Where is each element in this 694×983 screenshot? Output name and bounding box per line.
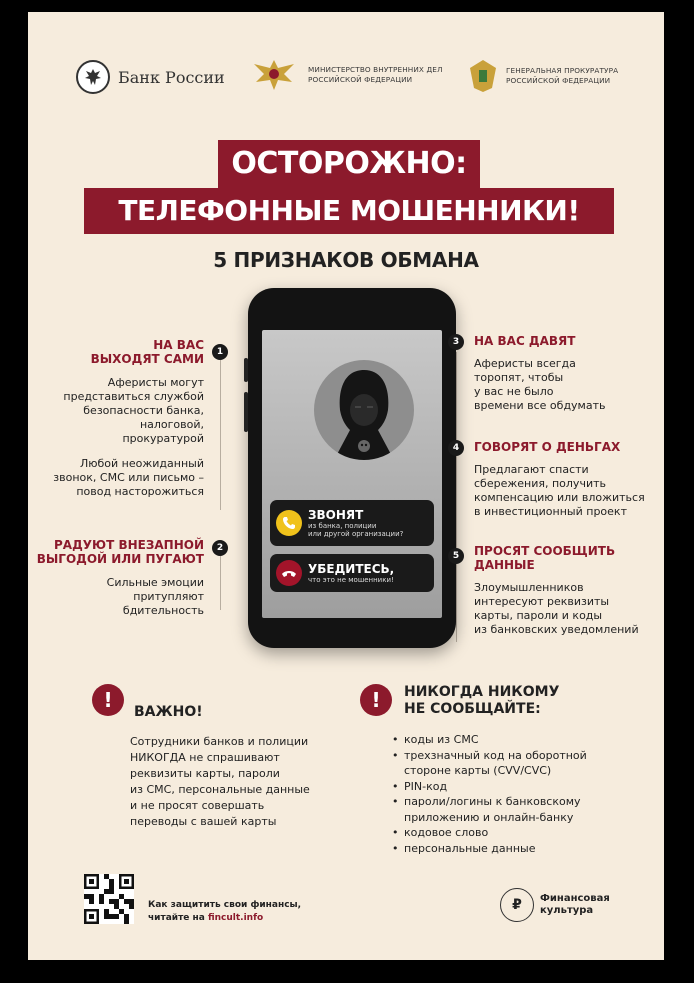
sign-2-text-line2: притупляют xyxy=(133,590,204,603)
list-item: • кодовое слово xyxy=(392,825,622,841)
sign-3-text-line2: торопят, чтобы xyxy=(474,371,564,384)
smartphone-illustration xyxy=(248,288,456,648)
important-text xyxy=(130,734,330,830)
left-connector-line-2 xyxy=(220,556,221,610)
sign-2 xyxy=(34,538,204,618)
phone-handset-icon xyxy=(282,516,296,530)
sign-4-text-line3: компенсацию или вложиться xyxy=(474,491,645,504)
financial-culture-name-line1: Финансовая xyxy=(540,893,610,904)
sign-5-head-line2: ДАННЫЕ xyxy=(474,558,535,572)
incoming-call-card xyxy=(270,500,434,546)
sign-1-text-line5: прокуратурой xyxy=(122,432,204,445)
never-head-line1: НИКОГДА НИКОМУ xyxy=(404,684,560,700)
important-head: ВАЖНО! xyxy=(134,704,203,720)
incoming-call-sub-line2: или другой организации? xyxy=(308,530,404,538)
prosecutor-name-line2: РОССИЙСКОЙ ФЕДЕРАЦИИ xyxy=(506,76,611,85)
sign-5-text-line2: интересуют реквизиты xyxy=(474,595,610,608)
sign-2-head-line2: ВЫГОДОЙ ИЛИ ПУГАЮТ xyxy=(36,552,204,566)
important-exclamation-icon: ! xyxy=(92,684,124,716)
sign-3-number: 3 xyxy=(448,334,464,350)
sign-1-note-line2: звонок, СМС или письмо – xyxy=(53,471,204,484)
mvd-name-line2: РОССИЙСКОЙ ФЕДЕРАЦИИ xyxy=(308,75,413,84)
sign-1-text-line3: безопасности банка, xyxy=(83,404,204,417)
incoming-call-sub-line1: из банка, полиции xyxy=(308,521,377,530)
decline-call-card xyxy=(270,554,434,592)
decline-call-button[interactable] xyxy=(276,560,302,586)
important-text-line3: реквизиты карты, пароли xyxy=(130,767,280,780)
sign-1-note-line3: повод насторожиться xyxy=(76,485,204,498)
footer-text-prefix: читайте на xyxy=(148,913,205,923)
list-item: • персональные данные xyxy=(392,841,622,857)
sign-3-head: НА ВАС ДАВЯТ xyxy=(474,334,576,348)
signs-title: 5 ПРИЗНАКОВ ОБМАНА xyxy=(213,248,479,272)
sign-1-text-line2: представиться службой xyxy=(63,390,204,403)
right-connector-line xyxy=(456,352,457,642)
sign-5-text-line1: Злоумышленников xyxy=(474,581,584,594)
financial-culture-logo xyxy=(500,888,610,922)
important-text-line4: из СМС, персональные данные xyxy=(130,783,310,796)
list-item: • трехзначный код на оборотной стороне карты (CVV/CVC) xyxy=(392,748,622,779)
hooded-figure-icon xyxy=(314,360,414,460)
important-text-line2: НИКОГДА не спрашивают xyxy=(130,751,280,764)
prosecutor-logo xyxy=(468,58,618,94)
sign-4 xyxy=(474,440,660,519)
title-line2: ТЕЛЕФОННЫЕ МОШЕННИКИ! xyxy=(84,188,614,234)
never-share-list xyxy=(392,732,622,856)
sign-2-text-line3: бдительность xyxy=(122,604,204,617)
sign-3 xyxy=(474,334,654,413)
never-head-line2: НЕ СООБЩАЙТЕ: xyxy=(404,701,541,717)
decline-call-sub: что это не мошенники! xyxy=(308,575,394,584)
prosecutor-name xyxy=(506,66,618,86)
qr-code[interactable] xyxy=(84,874,134,924)
hooded-scammer-avatar xyxy=(314,360,414,460)
sign-1-note-line1: Любой неожиданный xyxy=(79,457,204,470)
sign-5 xyxy=(474,544,660,637)
hang-up-icon xyxy=(281,568,297,578)
mvd-logo xyxy=(248,56,443,94)
sign-1-head-line1: НА ВАС xyxy=(153,338,204,352)
sign-4-text-line4: в инвестиционный проект xyxy=(474,505,627,518)
list-item: • PIN-код xyxy=(392,779,622,795)
never-head xyxy=(404,684,559,718)
sign-5-head-line1: ПРОСЯТ СООБЩИТЬ xyxy=(474,544,616,558)
list-item: • коды из СМС xyxy=(392,732,622,748)
prosecutor-emblem-icon xyxy=(468,58,498,94)
financial-culture-name xyxy=(540,893,610,917)
sign-1-head-line2: ВЫХОДЯТ САМИ xyxy=(90,352,204,366)
important-text-line1: Сотрудники банков и полиции xyxy=(130,735,309,748)
ruble-icon: ₽ xyxy=(500,888,534,922)
decline-call-head: УБЕДИТЕСЬ, xyxy=(308,561,395,576)
sign-1-text-line1: Аферисты могут xyxy=(107,376,204,389)
important-text-line6: переводы с вашей карты xyxy=(130,815,277,828)
footer-text xyxy=(148,899,301,925)
answer-call-button[interactable] xyxy=(276,510,302,536)
mvd-emblem-icon xyxy=(248,56,300,94)
sign-5-text-line3: карты, пароли и коды xyxy=(474,609,603,622)
poster xyxy=(28,12,664,960)
financial-culture-name-line2: культура xyxy=(540,905,594,916)
sign-4-text-line1: Предлагают спасти xyxy=(474,463,589,476)
mvd-name xyxy=(308,65,443,85)
footer-text-line1: Как защитить свои финансы, xyxy=(148,900,302,910)
sign-3-text-line4: времени все обдумать xyxy=(474,399,606,412)
phone-screen xyxy=(262,330,442,618)
footer-text-line2 xyxy=(148,912,301,925)
sign-4-text-line2: сбережения, получить xyxy=(474,477,606,490)
sign-4-head: ГОВОРЯТ О ДЕНЬГАХ xyxy=(474,440,621,454)
qr-code-icon xyxy=(84,874,134,924)
important-text-line5: и не просят совершать xyxy=(130,799,265,812)
phone-side-button xyxy=(244,392,248,432)
mvd-name-line1: МИНИСТЕРСТВО ВНУТРЕННИХ ДЕЛ xyxy=(308,65,443,74)
phone-side-button xyxy=(244,358,248,382)
sign-2-text-line1: Сильные эмоции xyxy=(106,576,204,589)
bank-name: Банк России xyxy=(118,67,225,87)
sign-1-text-line4: налоговой, xyxy=(139,418,204,431)
sign-1 xyxy=(34,338,204,499)
sign-3-text-line3: у вас не было xyxy=(474,385,554,398)
sign-5-text-line4: из банковских уведомлений xyxy=(474,623,639,636)
prosecutor-name-line1: ГЕНЕРАЛЬНАЯ ПРОКУРАТУРА xyxy=(506,66,619,75)
left-connector-line xyxy=(220,360,221,510)
sign-4-number: 4 xyxy=(448,440,464,456)
bank-of-russia-logo xyxy=(76,60,225,94)
eagle-emblem-icon xyxy=(76,60,110,94)
sign-2-head-line1: РАДУЮТ ВНЕЗАПНОЙ xyxy=(54,538,204,552)
title-line1: ОСТОРОЖНО: xyxy=(218,140,480,188)
sign-1-number: 1 xyxy=(212,344,228,360)
fincult-link[interactable]: fincult.info xyxy=(207,913,264,923)
sign-5-number: 5 xyxy=(448,548,464,564)
list-item: • пароли/логины к банковскому приложению и онлайн-банку xyxy=(392,794,622,825)
incoming-call-head: ЗВОНЯТ xyxy=(308,507,364,522)
sign-3-text-line1: Аферисты всегда xyxy=(474,357,576,370)
never-exclamation-icon: ! xyxy=(360,684,392,716)
sign-2-number: 2 xyxy=(212,540,228,556)
